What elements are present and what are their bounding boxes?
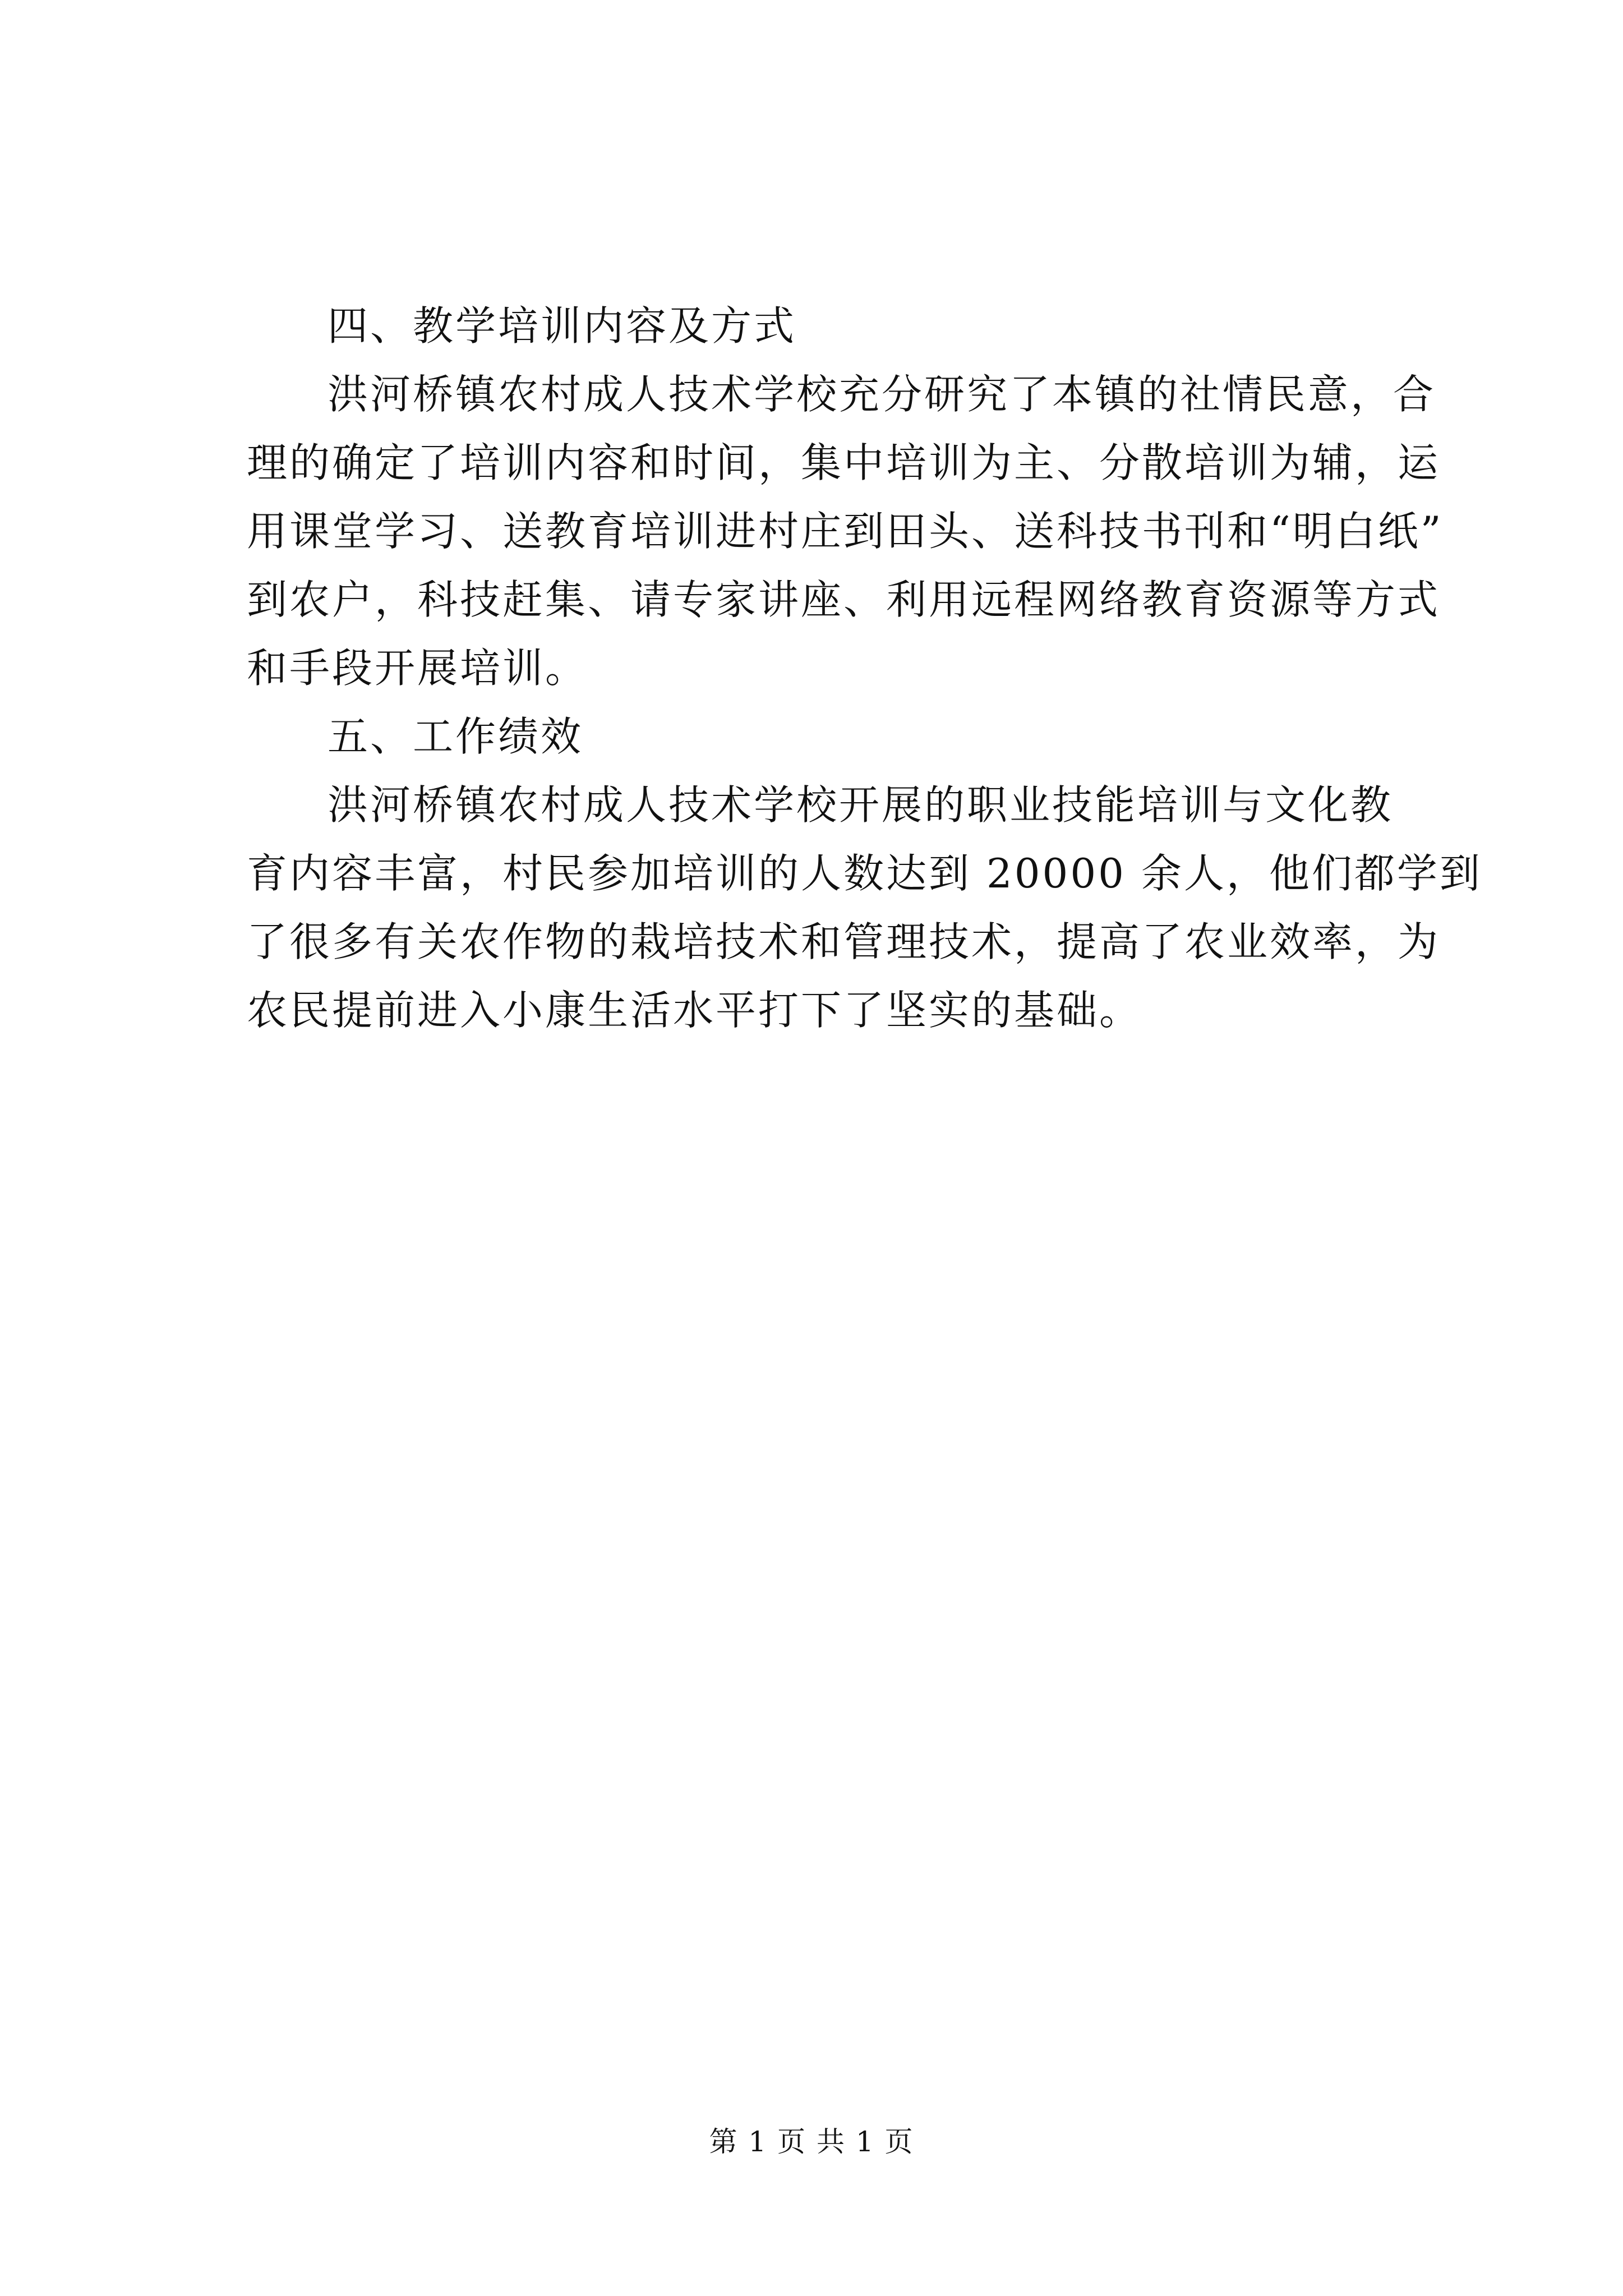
section-4-paragraph-line: 到农户，科技赶集、请专家讲座、利用远程网络教育资源等方式 bbox=[247, 576, 1441, 623]
page-number-footer: 第 1 页 共 1 页 bbox=[709, 2125, 914, 2158]
section-5-paragraph-line: 洪河桥镇农村成人技术学校开展的职业技能培训与文化教 bbox=[328, 781, 1394, 829]
section-4-paragraph-line: 用课堂学习、送教育培训进村庄到田头、送科技书刊和“明白纸” bbox=[247, 508, 1444, 555]
section-4-paragraph-line: 理的确定了培训内容和时间，集中培训为主、分散培训为辅，运 bbox=[247, 439, 1441, 486]
document-body bbox=[247, 292, 1482, 1045]
section-5-heading: 五、工作绩效 bbox=[328, 713, 584, 760]
section-5-paragraph-line: 农民提前进入小康生活水平打下了坚实的基础。 bbox=[247, 987, 1142, 1034]
section-5-paragraph-line: 了很多有关农作物的栽培技术和管理技术，提高了农业效率，为 bbox=[247, 918, 1441, 965]
section-4-paragraph-line: 和手段开展培训。 bbox=[247, 645, 588, 692]
section-4-paragraph-line: 洪河桥镇农村成人技术学校充分研究了本镇的社情民意，合 bbox=[328, 371, 1436, 418]
section-5-paragraph-line: 育内容丰富，村民参加培训的人数达到 20000 余人，他们都学到 bbox=[247, 850, 1482, 897]
section-4-heading: 四、教学培训内容及方式 bbox=[328, 302, 797, 349]
